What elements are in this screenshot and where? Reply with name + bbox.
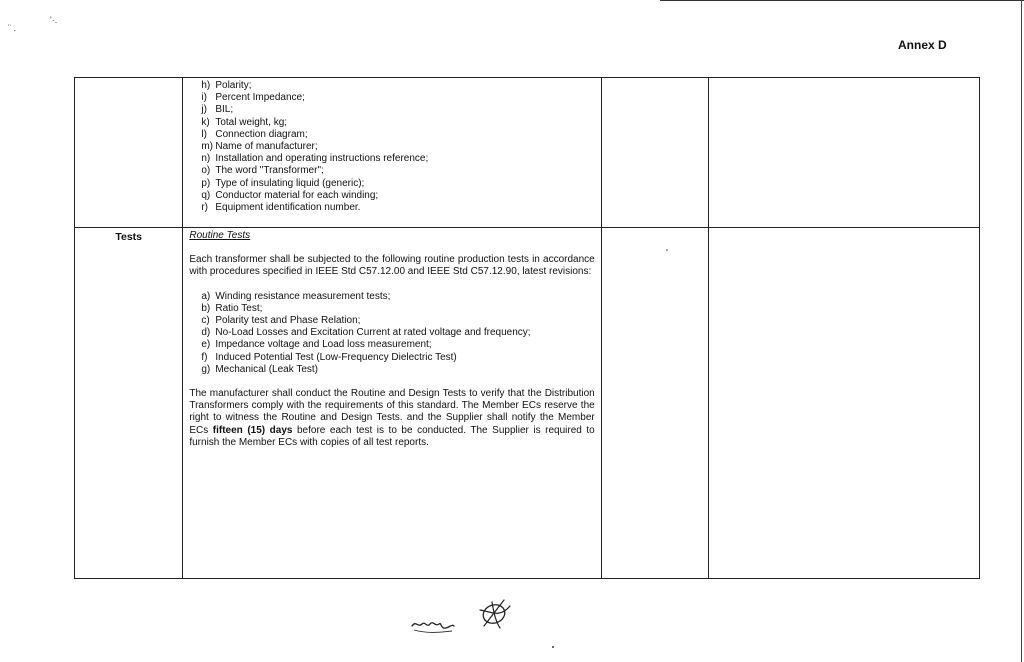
section-heading: Routine Tests: [189, 230, 251, 241]
list-item-text: Winding resistance measurement tests;: [215, 290, 391, 302]
list-item-text: BIL;: [215, 104, 234, 116]
table-row: [75, 228, 980, 579]
list-item-text: Connection diagram;: [215, 128, 308, 140]
remarks-cell: [709, 78, 980, 228]
list-item: [189, 153, 594, 165]
list-item-text: No-Load Losses and Excitation Current at rated voltage and frequency;: [215, 327, 531, 339]
scan-speck: '·.: [50, 15, 58, 25]
scan-speck: ¨ .: [8, 23, 16, 33]
right-border-line: [1021, 0, 1022, 662]
handwritten-tick: ': [666, 248, 668, 259]
list-item-label: d): [201, 327, 211, 339]
list-item: [189, 129, 594, 141]
list-item: [189, 352, 594, 364]
nameplate-list: [189, 80, 594, 214]
list-item-text: Conductor material for each winding;: [215, 189, 379, 201]
list-item-text: Type of insulating liquid (generic);: [215, 177, 365, 189]
signature-initials: [408, 596, 518, 645]
remarks-cell: [709, 228, 980, 579]
list-item-label: i): [201, 92, 207, 104]
category-cell: [75, 78, 183, 228]
list-item-label: h): [201, 80, 211, 91]
list-item: [189, 80, 594, 92]
list-item-label: p): [201, 177, 211, 189]
list-item-label: c): [201, 315, 210, 327]
closing-text: before each test is to be conducted. The Supplier is required to furnish the Member ECs with copies of all test reports.: [189, 424, 595, 448]
list-item-text: Percent Impedance;: [215, 92, 305, 104]
list-item-text: Mechanical (Leak Test): [215, 363, 318, 375]
list-item-label: k): [201, 116, 210, 128]
spec-table: [74, 77, 980, 579]
list-item-label: m): [201, 141, 214, 153]
closing-paragraph: [189, 388, 594, 449]
closing-text: The manufacturer shall conduct the Routine and Design Tests to verify that the Distribution Transformers comply with the requirements of this standard. The Member ECs reserve the right to witness the Routine and Design Tests. and the Supplier shall notify the Member ECs: [189, 388, 595, 436]
list-item: [189, 190, 594, 202]
list-item: [189, 303, 594, 315]
list-item-text: Ratio Test;: [215, 302, 263, 314]
intro-paragraph: Each transformer shall be subjected to the following routine production tests in accordance with procedures specified in IEEE Std C57.12.00 and IEEE Std C57.12.90, latest revisions:: [189, 254, 595, 278]
closing-bold-text: fifteen (15) days: [212, 424, 293, 436]
list-item-label: f): [201, 351, 208, 363]
list-item: [189, 202, 594, 214]
table-row: [75, 78, 980, 228]
list-item-label: b): [201, 302, 211, 314]
scan-speck: [552, 646, 554, 648]
list-item: [189, 339, 594, 351]
list-item-text: Name of manufacturer;: [215, 141, 318, 153]
list-item-label: g): [201, 363, 211, 375]
list-item: [189, 92, 594, 104]
list-item: [189, 117, 594, 129]
list-item-label: r): [201, 202, 209, 214]
routine-tests-list: [189, 291, 594, 376]
list-item-label: j): [201, 104, 207, 116]
list-item-label: n): [201, 153, 211, 165]
list-item: [189, 364, 594, 376]
list-item: [189, 291, 594, 303]
list-item-text: Total weight, kg;: [215, 116, 288, 128]
compliance-cell: [601, 78, 708, 228]
list-item-label: o): [201, 165, 211, 177]
list-item-label: a): [201, 290, 211, 302]
compliance-cell: [601, 228, 708, 579]
list-item-text: Equipment identification number.: [215, 202, 361, 214]
list-item: [189, 165, 594, 177]
list-item-text: Installation and operating instructions reference;: [215, 153, 429, 165]
annex-label: Annex D: [898, 38, 947, 52]
requirement-cell: [183, 228, 601, 579]
list-item-text: Induced Potential Test (Low-Frequency Dielectric Test): [215, 351, 457, 363]
top-border-line: [660, 0, 1024, 1]
list-item-label: e): [201, 339, 211, 351]
list-item-text: Impedance voltage and Load loss measurement;: [215, 339, 432, 351]
list-item-label: l): [201, 128, 207, 140]
list-item-label: q): [201, 189, 211, 201]
list-item: [189, 104, 594, 116]
list-item: [189, 141, 594, 153]
requirement-cell: [183, 78, 601, 228]
list-item-text: Polarity;: [215, 80, 252, 91]
list-item: [189, 315, 594, 327]
list-item-text: Polarity test and Phase Relation;: [215, 315, 361, 327]
category-cell: Tests: [75, 228, 183, 579]
list-item-text: The word "Transformer";: [215, 165, 324, 177]
list-item: [189, 178, 594, 190]
list-item: [189, 327, 594, 339]
